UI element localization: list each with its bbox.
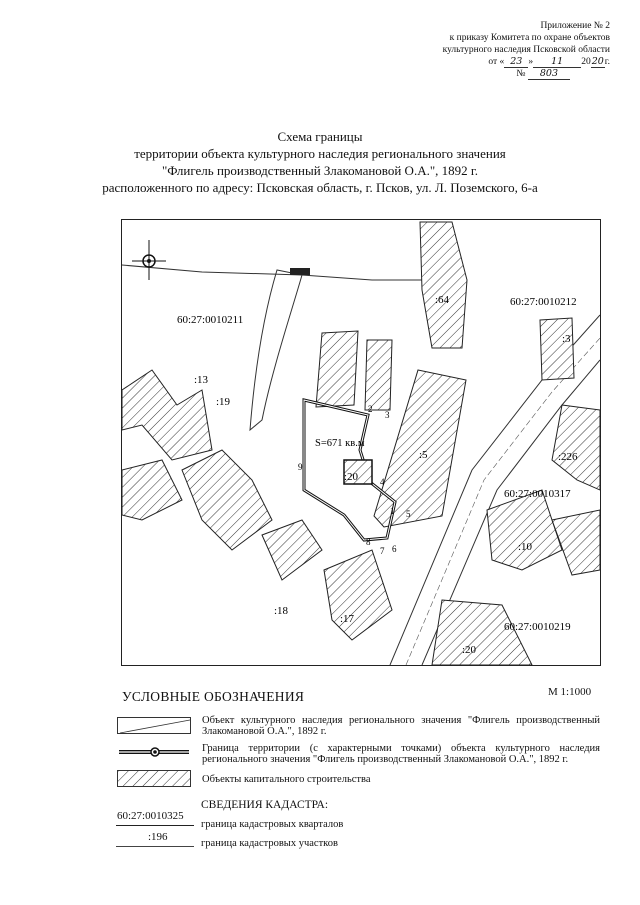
parcel-label-5: :5 bbox=[419, 449, 428, 461]
title-line-1: Схема границы bbox=[277, 129, 363, 144]
quarter-boundary-north bbox=[122, 265, 432, 280]
parcel-label-3: :3 bbox=[562, 333, 571, 345]
cadastre-parcel-text: граница кадастровых участков bbox=[201, 838, 338, 849]
cadastral-map bbox=[121, 219, 601, 666]
title-line-4: расположенного по адресу: Псковская область, г. Псков, ул. Л. Поземского, 6-а bbox=[102, 180, 538, 195]
appendix-number: № 803 bbox=[400, 68, 610, 80]
map-scale: М 1:1000 bbox=[548, 686, 592, 698]
appendix-day: 23 bbox=[504, 56, 528, 68]
point-label-1: 1 bbox=[390, 506, 395, 516]
building-south-1 bbox=[262, 520, 322, 580]
legend-item-construction: Объекты капитального строительства bbox=[202, 774, 371, 785]
point-label-3: 3 bbox=[385, 410, 390, 420]
boundary-legend-icon bbox=[117, 744, 191, 761]
cadastre-quarter-sample: 60:27:0010325 bbox=[117, 810, 184, 822]
building-southwest bbox=[182, 450, 272, 550]
point-label-8: 8 bbox=[366, 537, 371, 547]
title-line-2: территории объекта культурного наследия регионального значения bbox=[134, 146, 506, 161]
quarter-label-0010219: 60:27:0010219 bbox=[504, 621, 571, 633]
appendix-line-1: Приложение № 2 bbox=[540, 21, 610, 31]
building-3 bbox=[540, 318, 574, 380]
parcel-boundary-legend-line bbox=[116, 846, 194, 847]
parcel-label-19: :19 bbox=[216, 396, 231, 408]
appendix-month: 11 bbox=[533, 56, 581, 68]
parcel-label-64: :64 bbox=[435, 294, 450, 306]
quarter-boundary-legend-line bbox=[116, 825, 194, 826]
legend-heading: УСЛОВНЫЕ ОБОЗНАЧЕНИЯ bbox=[122, 689, 305, 704]
area-label: S=671 кв.м bbox=[315, 438, 365, 449]
point-label-7: 7 bbox=[380, 546, 385, 556]
point-label-5: 5 bbox=[406, 509, 411, 519]
quarter-label-0010212: 60:27:0010212 bbox=[510, 296, 577, 308]
cadastre-parcel-sample: :196 bbox=[148, 831, 168, 843]
legend-item-boundary: Граница территории (с характерными точками) объекта культурного наследия регионального значения "Флигель производственный Злакомановой О.А.", 1892 г. bbox=[202, 743, 600, 765]
appendix-date: от « 23 » 11 2020г. bbox=[488, 56, 610, 67]
parcel-label-226: :226 bbox=[558, 451, 578, 463]
document-title bbox=[0, 128, 640, 196]
parcel-label-10: :10 bbox=[518, 541, 533, 553]
parcel-label-18: :18 bbox=[274, 605, 289, 617]
building-64 bbox=[420, 222, 467, 348]
legend-item-heritage-object: Объект культурного наследия регионального значения "Флигель производственный Злакомановой О.А.", 1892 г. bbox=[202, 715, 600, 737]
building-west bbox=[122, 460, 182, 520]
building-226 bbox=[552, 405, 600, 490]
point-label-4: 4 bbox=[380, 477, 385, 487]
title-line-3: "Флигель производственный Злакомановой О.А.", 1892 г. bbox=[161, 163, 479, 178]
construction-legend-icon bbox=[117, 770, 191, 787]
cadastre-quarter-text: граница кадастровых кварталов bbox=[201, 819, 344, 830]
appendix-line-3: культурного наследия Псковской области bbox=[442, 45, 610, 55]
quarter-label-0010317: 60:27:0010317 bbox=[504, 488, 571, 500]
appendix-line-2: к приказу Комитета по охране объектов bbox=[449, 33, 610, 43]
building-10 bbox=[487, 490, 562, 570]
parcel-label-20: :20 bbox=[344, 471, 359, 483]
parcel-label-20-south: :20 bbox=[462, 644, 477, 656]
heritage-object-legend-icon bbox=[117, 717, 191, 734]
parcel-label-13: :13 bbox=[194, 374, 209, 386]
point-label-6: 6 bbox=[392, 544, 397, 554]
cadastre-heading: СВЕДЕНИЯ КАДАСТРА: bbox=[201, 799, 329, 811]
wall-segment bbox=[290, 268, 310, 275]
parcel-label-17: :17 bbox=[340, 613, 355, 625]
point-label-9: 9 bbox=[298, 462, 303, 472]
building-17 bbox=[324, 550, 392, 640]
building-north-2 bbox=[365, 340, 392, 410]
river-channel bbox=[250, 270, 302, 430]
survey-marker-icon bbox=[132, 240, 166, 280]
building-north-1 bbox=[316, 331, 358, 407]
map-svg bbox=[122, 220, 600, 665]
appendix-year: 20 bbox=[591, 56, 604, 67]
point-label-2: 2 bbox=[368, 404, 373, 414]
appendix-block bbox=[400, 20, 610, 80]
quarter-label-0010211: 60:27:0010211 bbox=[177, 314, 244, 326]
